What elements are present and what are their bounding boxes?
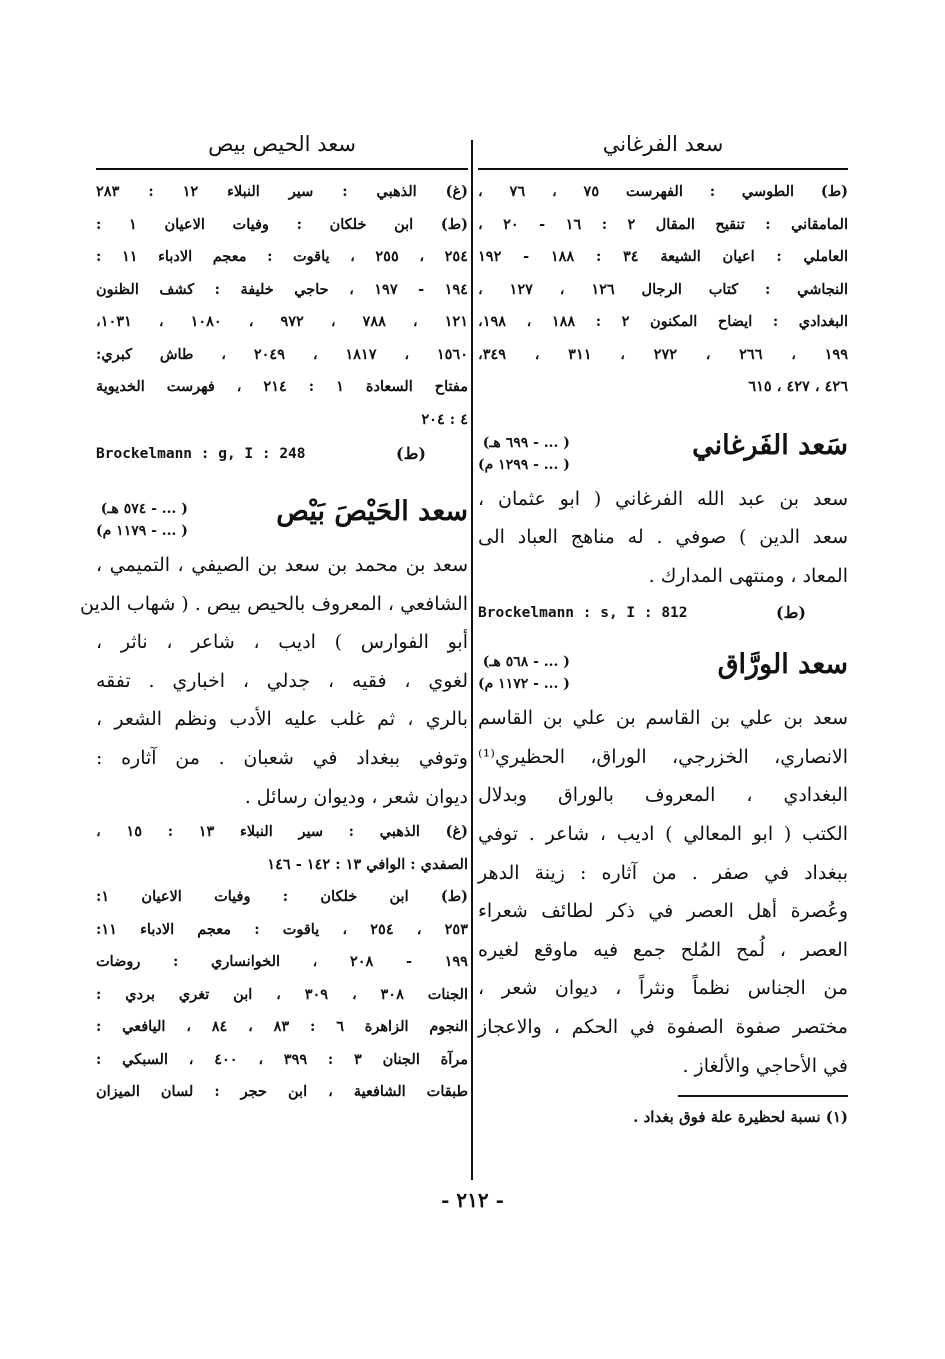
entry-text-line: البغدادي ، المعروف بالوراق وبدلال (478, 784, 848, 807)
reference-line: ١٩٩ - ٢٠٨ ، الخوانساري : روضات (96, 953, 468, 971)
reference-line: (ط) ابن خلكان : وفيات الاعيان ١: (96, 888, 468, 906)
entry-text-line: مختصر صفوة الصفوة في الحكم ، والاعجاز (478, 1016, 848, 1039)
entry-text-line: ديوان شعر ، وديوان رسائل . (244, 785, 468, 808)
entry-text-line: سعد بن محمد بن سعد بن الصيفي ، التميمي ، (96, 554, 468, 576)
footnote-rule (678, 1095, 848, 1097)
date-hijri: ( ... - ٦٩٩ هـ) (482, 434, 570, 451)
source-code: (ط) (776, 603, 806, 623)
entry-text-line: سعد الدين ) صوفي . له مناهج العباد الى (478, 526, 848, 549)
reference-line: (غ) الذهبي : سير النبلاء ١٢ : ٢٨٣ (96, 183, 469, 200)
entry-name: سَعد الفَرغاني (692, 429, 848, 461)
footnote: (١) نسبة لحظيرة علة فوق بغداد . (633, 1107, 848, 1126)
entry-text-line: الشافعي ، المعروف بالحيص بيص . ( شهاب الدين (80, 592, 468, 615)
date-hijri: ( ... - ٥٧٤ هـ) (100, 501, 188, 517)
reference-line: ٤ : ٢٠٤ (421, 410, 468, 428)
entry-dates (478, 651, 570, 695)
reference-line: (ط) ابن خلكان : وفيات الاعيان ١ : (96, 215, 469, 233)
page-number: - ٢١٢ - (441, 1188, 504, 1212)
brockelmann-reference (478, 595, 848, 631)
reference-line: الصفدي : الوافي ١٣ : ١٤٢ - ١٤٦ (267, 855, 468, 873)
entry-text-line: ببغداد في صفر . من آثاره : زينة الدهر (478, 861, 848, 884)
left-column (80, 120, 469, 1109)
date-gregorian: ( ... - ١١٧٩ م) (96, 523, 188, 539)
entry-text-line: سعد بن علي بن القاسم بن علي بن القاسم (478, 707, 848, 730)
date-gregorian: ( ... - ١٢٩٩ م) (478, 456, 570, 473)
entry-text-line: وتوفي ببغداد في شعبان . من آثاره : (96, 746, 468, 769)
entry-text-line: أبو الفوارس ) اديب ، شاعر ، ناثر ، (96, 631, 468, 654)
entry-text-line: لغوي ، فقيه ، جدلي ، اخباري . تفقه (96, 669, 468, 692)
reference-line: البغدادي : ايضاح المكنون ٢ : ١٨٨ ، ١٩٨، (478, 313, 848, 330)
entry-text-line: العصر ، لُمح المُلح جمع فيه ماوقع لغيره (478, 938, 848, 961)
reference-line: (ط) الطوسي : الفهرست ٧٥ ، ٧٦ ، (478, 183, 848, 200)
entry-text-line: المعاد ، ومنتهى المدارك . (648, 564, 848, 587)
entry-text-line: من الجناس نظماً ونثراً ، ديوان شعر ، (478, 977, 848, 1000)
running-header-left: سعد الحيص بيص (96, 120, 468, 170)
reference-line: طبقات الشافعية ، ابن حجر : لسان الميزان (96, 1083, 468, 1101)
reference-line: المامقاني : تنقيح المقال ٢ : ١٦ - ٢٠ ، (478, 215, 848, 233)
source-code: (ط) (396, 444, 426, 463)
reference-line: العاملي : اعيان الشيعة ٣٤ : ١٨٨ - ١٩٢ (478, 248, 848, 265)
reference-line: مفتاح السعادة ١ : ٢١٤ ، فهرست الخديوية (96, 378, 469, 395)
entry-text-line: بالري ، ثم غلب عليه الأدب ونظم الشعر ، (96, 708, 468, 731)
reference-line: (غ) الذهبي : سير النبلاء ١٣ : ١٥ ، (96, 823, 468, 841)
entry-dates (478, 432, 570, 476)
reference-line: ٤٢٦ ، ٤٢٧ ، ٦١٥ (748, 378, 848, 395)
entry-dates (96, 498, 188, 542)
entry-text-line: سعد بن عبد الله الفرغاني ( ابو عثمان ، (478, 487, 848, 510)
entry-text-line: الانصاري، الخزرجي، الوراق، الحظيري⁽¹⁾ (478, 745, 848, 768)
reference-line: الجنات ٣٠٨ ، ٣٠٩ ، ابن تغري بردي : (96, 985, 468, 1003)
reference-line: مرآة الجنان ٣ : ٣٩٩ ، ٤٠٠ ، السبكي : (96, 1050, 469, 1068)
entry-name: سعد الورَّاق (717, 649, 848, 681)
entry-text-line: وعُصرة أهل العصر في ذكر لطائف شعراء (478, 900, 848, 923)
brockelmann-reference (96, 436, 468, 472)
entry-text-line: الكتب ( ابو المعالي ) اديب ، شاعر . توفي (478, 823, 848, 846)
entry-heading (96, 492, 468, 546)
reference-line: النجاشي : كتاب الرجال ١٢٦ ، ١٢٧ ، (478, 280, 849, 298)
brockelmann-text: Brockelmann : g, I : 248 (96, 446, 306, 462)
entry-heading (478, 645, 848, 699)
reference-line: ٢٥٤ ، ٢٥٥ ، ياقوت : معجم الادباء ١١ : (96, 248, 468, 265)
reference-line: ١٩٤ - ١٩٧ ، حاجي خليفة : كشف الظنون (96, 280, 468, 298)
entry-heading (478, 426, 848, 480)
entry-text-line: في الأحاجي والألغاز . (682, 1054, 848, 1077)
date-gregorian: ( ... - ١١٧٢ م) (478, 676, 570, 693)
entry-name: سعد الحَيْصَ بَيْص (276, 496, 468, 527)
running-header-right: سعد الفرغاني (478, 120, 848, 170)
column-divider (471, 140, 473, 1180)
right-column (478, 120, 848, 1131)
reference-line: ١٢١ ، ٧٨٨ ، ٩٧٢ ، ١٠٨٠ ، ١٠٣١، (96, 313, 468, 330)
date-hijri: ( ... - ٥٦٨ هـ) (482, 654, 570, 671)
reference-line: النجوم الزاهرة ٦ : ٨٣ ، ٨٤ ، اليافعي : (96, 1018, 468, 1036)
reference-line: ٢٥٣ ، ٢٥٤ ، ياقوت : معجم الادباء ١١: (96, 920, 468, 938)
reference-line: ١٩٩ ، ٢٦٦ ، ٢٧٢ ، ٣١١ ، ٣٤٩، (478, 345, 848, 363)
brockelmann-text: Brockelmann : s, I : 812 (478, 605, 688, 622)
reference-line: ١٥٦٠ ، ١٨١٧ ، ٢٠٤٩ ، طاش كبري: (96, 345, 469, 363)
